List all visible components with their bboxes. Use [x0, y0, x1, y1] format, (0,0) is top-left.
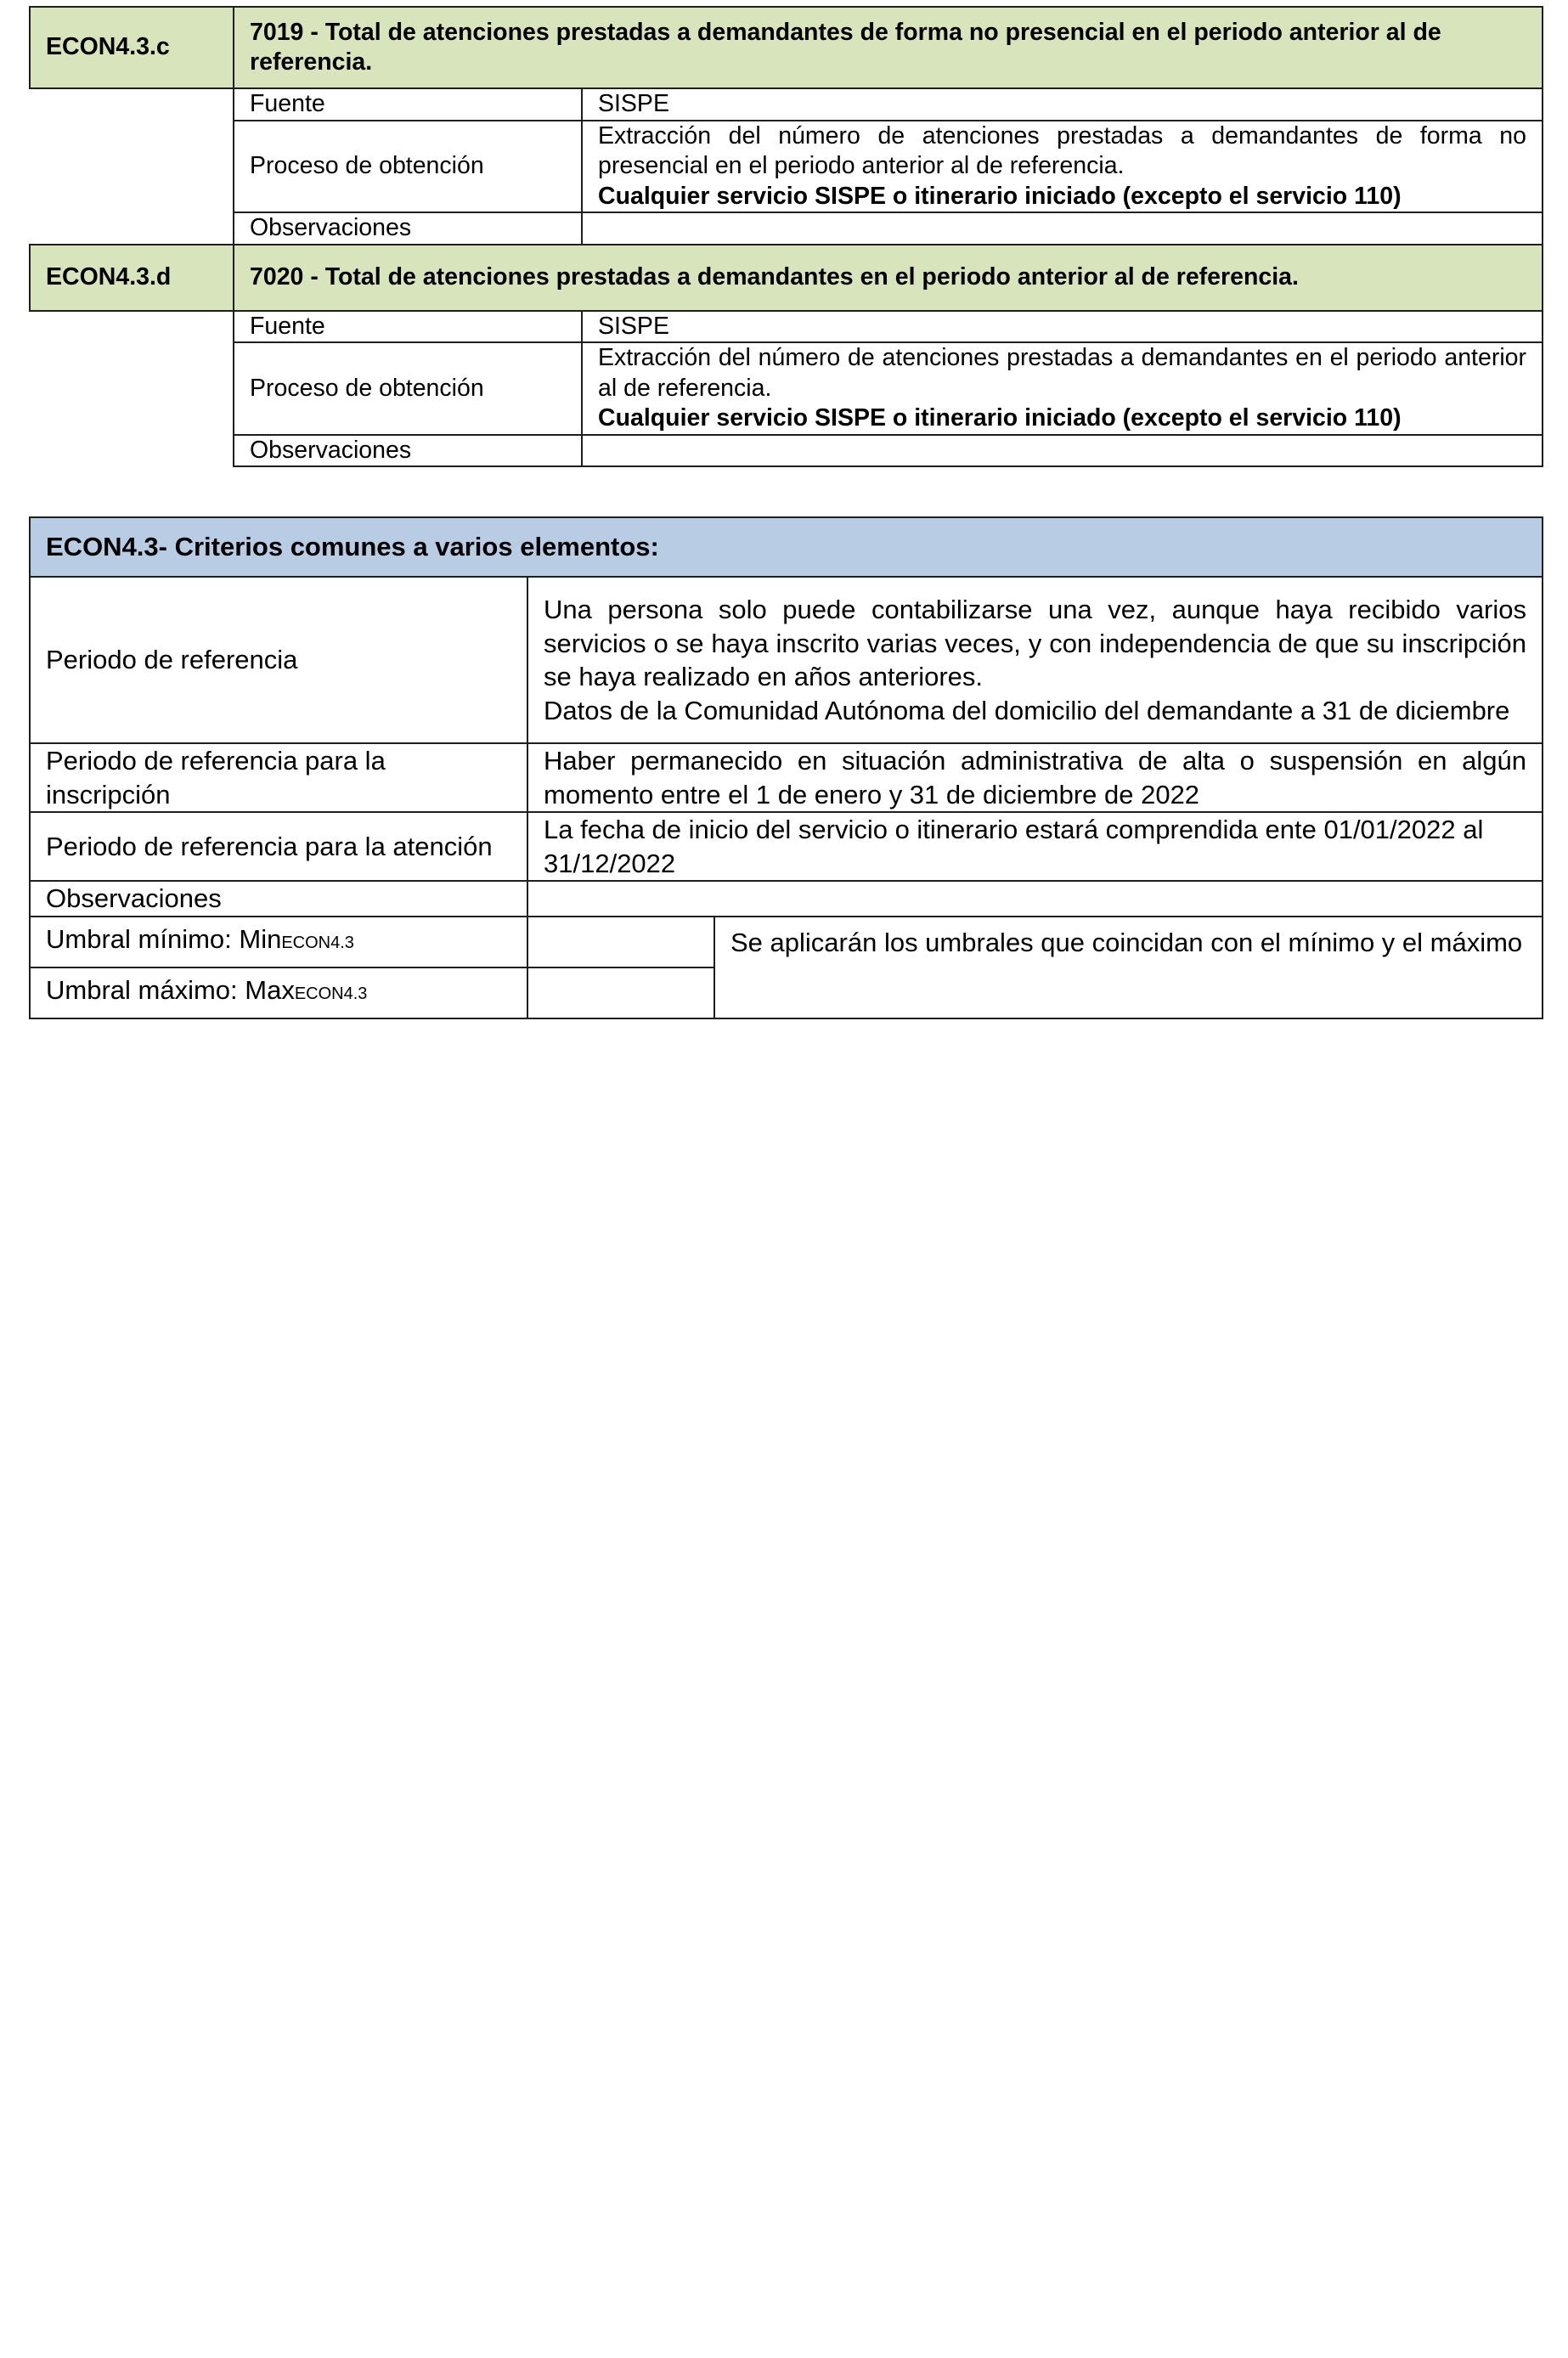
atencion-value: La fecha de inicio del servicio o itinerario estará comprendida ente 01/01/2022 al 31/12/2022: [527, 812, 1543, 881]
umbral-max-text: Umbral máximo: Max: [46, 975, 295, 1006]
umbral-max-sub: ECON4.3: [294, 984, 368, 1004]
proceso-label: Proceso de obtención: [234, 342, 582, 435]
periodo-value: [527, 577, 1543, 743]
inscripcion-label: Periodo de referencia para la inscripción: [30, 743, 527, 812]
umbral-min-text: Umbral mínimo: Min: [46, 924, 282, 955]
fuente-value: SISPE: [582, 311, 1543, 343]
periodo-text-2: Datos de la Comunidad Autónoma del domicilio del demandante a 31 de diciembre: [544, 695, 1510, 725]
indicator-code: ECON4.3.c: [30, 7, 234, 88]
periodo-text-1: Una persona solo puede contabilizarse una vez, aunque haya recibido varios servicios o se haya inscrito varias veces, y con independencia de que su inscripción se haya realizado en años anteriores.: [544, 595, 1527, 691]
proceso-text: Extracción del número de atenciones prestadas a demandantes en el periodo anterior al de referencia.: [598, 344, 1526, 402]
umbral-note: Se aplicarán los umbrales que coincidan con el mínimo y el máximo: [714, 917, 1543, 1018]
fuente-label: Fuente: [234, 88, 582, 121]
fuente-value: SISPE: [582, 88, 1543, 121]
periodo-label: Periodo de referencia: [30, 577, 527, 743]
umbral-max-value: [527, 967, 714, 1018]
indicator-title: 7020 - Total de atenciones prestadas a demandantes en el periodo anterior al de referencia.: [234, 245, 1543, 311]
proceso-value: [582, 342, 1543, 435]
inscripcion-value: Haber permanecido en situación administrativa de alta o suspensión en algún momento entre el 1 de enero y 31 de diciembre de 2022: [527, 743, 1543, 812]
observaciones-label: Observaciones: [30, 881, 527, 917]
proceso-bold-text: Cualquier servicio SISPE o itinerario iniciado (excepto el servicio 110): [598, 182, 1402, 210]
proceso-bold-text: Cualquier servicio SISPE o itinerario iniciado (excepto el servicio 110): [598, 404, 1402, 432]
proceso-label: Proceso de obtención: [234, 121, 582, 213]
observaciones-label: Observaciones: [234, 212, 582, 245]
indicator-title: 7019 - Total de atenciones prestadas a demandantes de forma no presencial en el periodo anterior al de referencia.: [234, 7, 1543, 88]
observaciones-value: [582, 435, 1543, 467]
criteria-table: [29, 516, 1543, 1019]
umbral-min-value: [527, 917, 714, 967]
fuente-label: Fuente: [234, 311, 582, 343]
umbral-max-label: [30, 967, 527, 1018]
indicator-table: [29, 6, 1543, 467]
observaciones-value: [527, 881, 1543, 917]
atencion-label: Periodo de referencia para la atención: [30, 812, 527, 881]
indicator-code: ECON4.3.d: [30, 245, 234, 311]
proceso-value: [582, 121, 1543, 213]
criteria-title: ECON4.3- Criterios comunes a varios elementos:: [30, 517, 1543, 577]
umbral-min-label: [30, 917, 527, 967]
observaciones-value: [582, 212, 1543, 245]
observaciones-label: Observaciones: [234, 435, 582, 467]
umbral-min-sub: ECON4.3: [281, 934, 354, 953]
proceso-text: Extracción del número de atenciones prestadas a demandantes de forma no presencial en el periodo anterior al de referencia.: [598, 121, 1526, 179]
